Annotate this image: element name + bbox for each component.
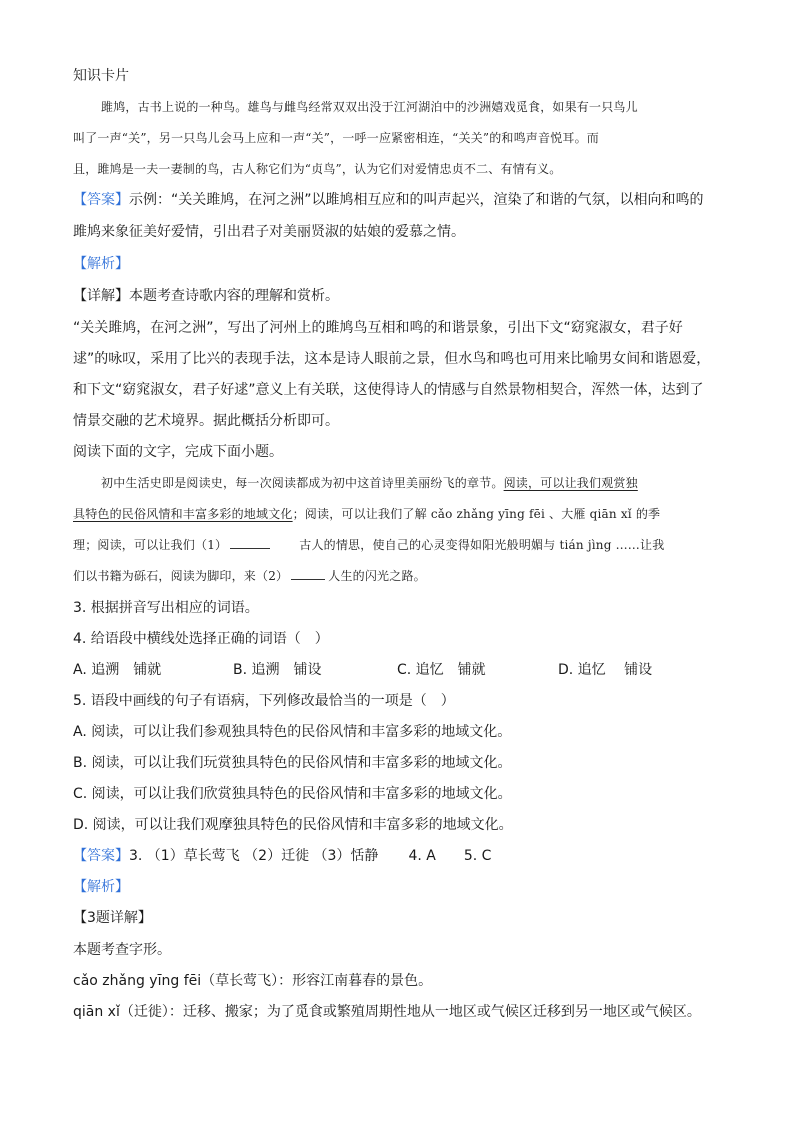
- analysis-tag: 【解析】: [73, 256, 129, 272]
- detail-1-intro-text: 本题考查诗歌内容的理解和赏析。: [129, 288, 339, 304]
- answer-2: [73, 846, 723, 866]
- reading-instruction: 阅读下面的文字，完成下面小题。: [73, 444, 283, 460]
- detail-3-line-1: cǎo zhǎng yīng fēi（草长莺飞）：形容江南暮春的景色。: [73, 973, 433, 989]
- detail-1-line-2: 逑”的咏叹，采用了比兴的表现手法，这本是诗人眼前之景，但水鸟和鸣也可用来比喻男女间和谐恩爱，: [73, 351, 711, 367]
- knowledge-card-title: 知识卡片: [73, 68, 129, 84]
- question-5: 5. 语段中画线的句子有语病，下列修改最恰当的一项是（ ）: [73, 693, 455, 709]
- reading-line-1: [73, 473, 723, 493]
- detail-tag: 【详解】: [73, 288, 129, 304]
- underlined-sentence-part-1: 阅读，可以让我们观赏独: [503, 476, 638, 490]
- detail-1-intro: [73, 286, 723, 306]
- reading-line-2: [73, 504, 723, 524]
- answer-2-q3: 3. （1）草长莺飞 （2）迁徙 （3）恬静: [129, 848, 379, 864]
- answer-1-line-2: 雎鸠来象征美好爱情，引出君子对美丽贤淑的姑娘的爱慕之情。: [73, 224, 465, 240]
- reading-line-4-text-b: 人生的闪光之路。: [328, 569, 426, 583]
- q5-option-d: D. 阅读，可以让我们观摩独具特色的民俗风情和丰富多彩的地域文化。: [73, 817, 513, 833]
- q4-option-b: B. 追溯 铺设: [233, 662, 322, 678]
- reading-line-1-text: 初中生活史即是阅读史，每一次阅读都成为初中这首诗里美丽纷飞的章节。: [101, 476, 504, 490]
- answer-2-q4: 4. A: [408, 848, 436, 864]
- card-line-1: 雎鸠，古书上说的一种鸟。雄鸟与雌鸟经常双双出没于江河湖泊中的沙洲嬉戏觅食，如果有一只鸟儿: [101, 100, 638, 114]
- detail-3-tag: 【3题详解】: [73, 910, 152, 926]
- detail-3-intro: 本题考查字形。: [73, 942, 171, 958]
- reading-line-3: [73, 535, 723, 555]
- detail-1-line-3: 和下文“窈窕淑女，君子好逑”意义上有关联，这使得诗人的情感与自然景物相契合，浑然一体，达到了: [73, 382, 704, 398]
- answer-1-text: 示例：“关关雎鸠，在河之洲”以雎鸠相互应和的叫声起兴，渲染了和谐的气氛，以相向和鸣的: [129, 192, 704, 208]
- q5-option-b: B. 阅读，可以让我们玩赏独具特色的民俗风情和丰富多彩的地域文化。: [73, 755, 512, 771]
- reading-line-3-text-a: 理；阅读，可以让我们（1）: [73, 538, 228, 552]
- detail-1-line-4: 情景交融的艺术境界。据此概括分析即可。: [73, 413, 339, 429]
- blank-2: [291, 567, 325, 580]
- reading-line-2-text: ；阅读，可以让我们了解 cǎo zhǎng yīng fēi 、大雁 qiān xǐ 的季: [292, 507, 661, 521]
- q5-option-a: A. 阅读，可以让我们参观独具特色的民俗风情和丰富多彩的地域文化。: [73, 724, 512, 740]
- q5-option-c: C. 阅读，可以让我们欣赏独具特色的民俗风情和丰富多彩的地域文化。: [73, 786, 512, 802]
- underlined-sentence-part-2: 具特色的民俗风情和丰富多彩的地域文化: [73, 507, 293, 521]
- blank-1: [230, 536, 270, 549]
- q4-option-c: C. 追忆 铺就: [397, 662, 486, 678]
- reading-line-4: [73, 566, 723, 586]
- answer-tag-2: 【答案】: [73, 848, 129, 864]
- question-4-options: [73, 660, 723, 680]
- q4-option-a: A. 追溯 铺就: [73, 662, 162, 678]
- detail-1-line-1: “关关雎鸠，在河之洲”，写出了河州上的雎鸠鸟互相和鸣的和谐景象，引出下文“窈窕淑女，君子好: [73, 320, 683, 336]
- answer-1-line-1: [73, 190, 723, 210]
- q4-option-d: D. 追忆 铺设: [558, 662, 653, 678]
- analysis-tag-2: 【解析】: [73, 879, 129, 895]
- reading-line-4-text-a: 们以书籍为砾石，阅读为脚印，来（2）: [73, 569, 289, 583]
- reading-line-3-text-b: 古人的情思，使自己的心灵变得如阳光般明媚与 tián jìng ……让我: [299, 538, 665, 552]
- question-3: 3. 根据拼音写出相应的词语。: [73, 600, 259, 616]
- answer-2-q5: 5. C: [463, 848, 492, 864]
- card-line-2: 叫了一声“关”，另一只鸟儿会马上应和一声“关”，一呼一应紧密相连，“关关”的和鸣声音悦耳。而: [73, 131, 600, 145]
- answer-tag: 【答案】: [73, 192, 129, 208]
- question-4: 4. 给语段中横线处选择正确的词语（ ）: [73, 631, 329, 647]
- card-line-3: 且，雎鸠是一夫一妻制的鸟，古人称它们为“贞鸟”，认为它们对爱情忠贞不二、有情有义。: [73, 162, 562, 176]
- detail-3-line-2: qiān xǐ（迁徙）：迁移、搬家；为了觅食或繁殖周期性地从一地区或气候区迁移到另一地区或气候区。: [73, 1004, 701, 1020]
